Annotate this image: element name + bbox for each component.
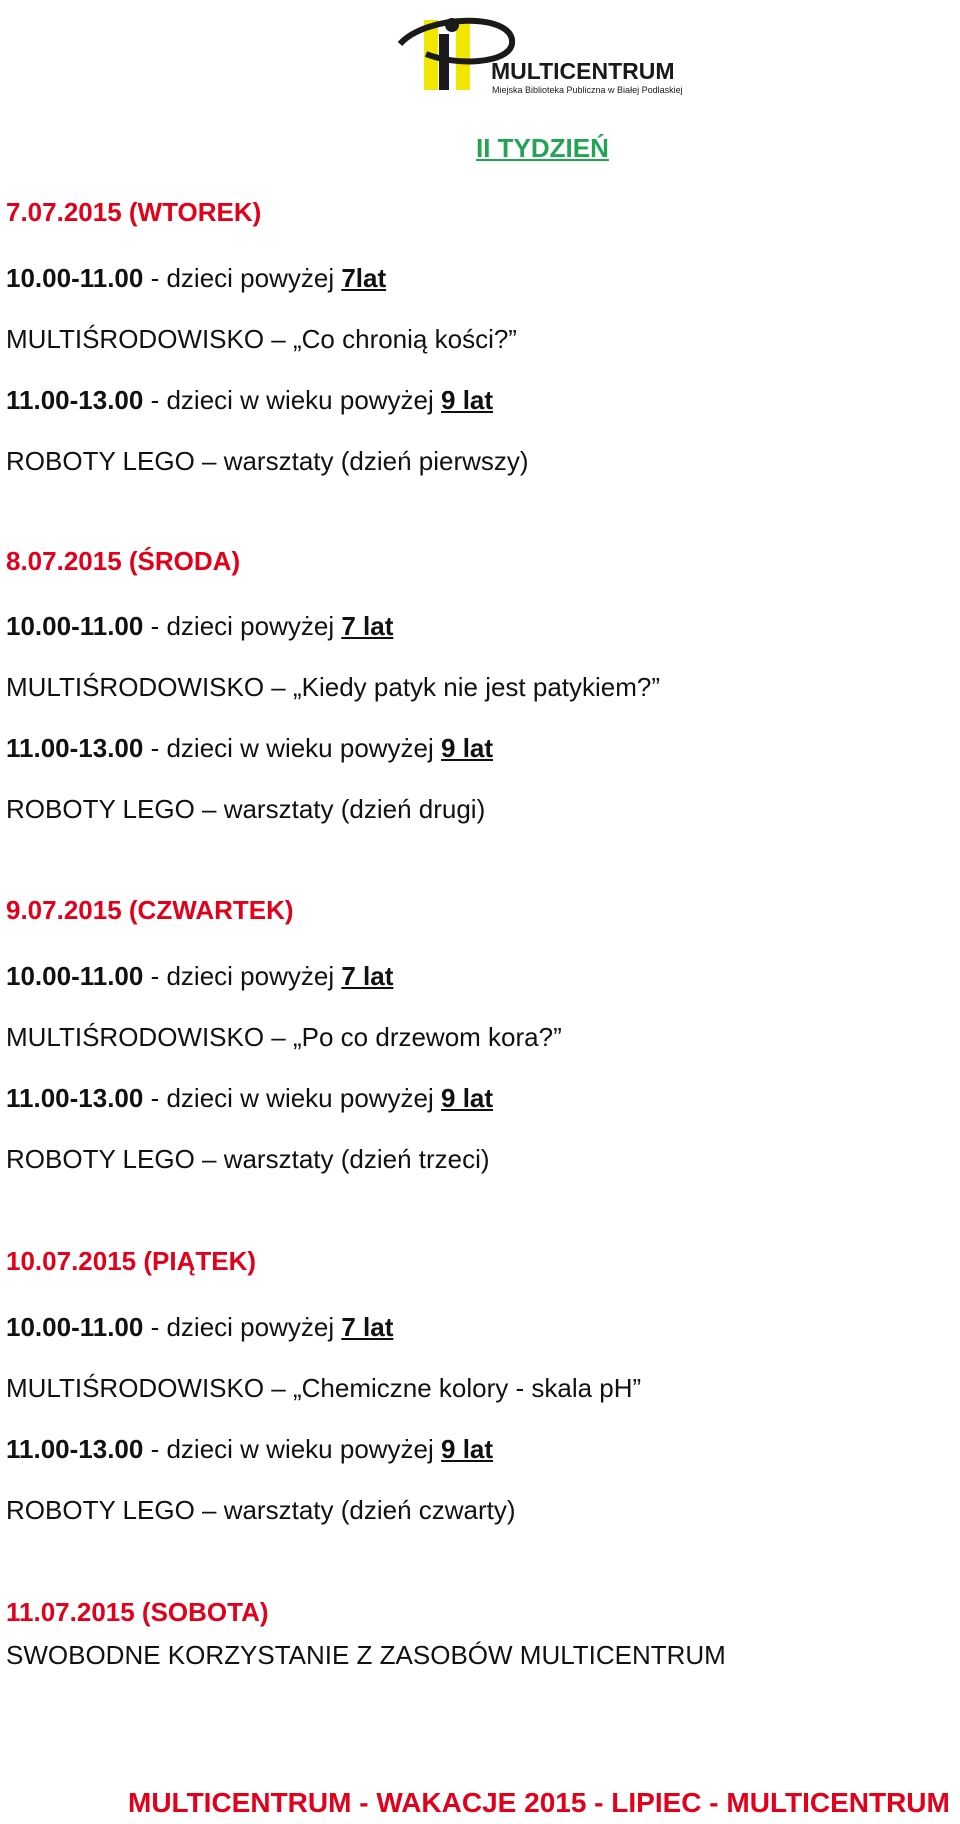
session-line	[6, 733, 493, 764]
session-title: ROBOTY LEGO – warsztaty (dzień czwarty)	[6, 1495, 516, 1525]
session-desc: - dzieci powyżej	[143, 1312, 342, 1342]
logo-subtitle: Miejska Biblioteka Publiczna w Białej Podlaskiej	[492, 85, 683, 95]
session-time: 10.00-11.00	[6, 961, 144, 991]
session-time: 11.00-13.00	[6, 385, 144, 415]
session-age: 9 lat	[441, 1434, 494, 1464]
session-line	[6, 263, 386, 294]
session-title: ROBOTY LEGO – warsztaty (dzień pierwszy)	[6, 446, 529, 476]
day-date: 9.07.2015 (CZWARTEK)	[6, 895, 294, 925]
session-age: 7 lat	[341, 961, 394, 991]
session-age: 9 lat	[441, 1083, 494, 1113]
session-desc: - dzieci powyżej	[143, 263, 342, 293]
multicentrum-logo	[396, 14, 696, 104]
session-desc: - dzieci w wieku powyżej	[143, 733, 442, 763]
session-line	[6, 1434, 493, 1465]
session-age: 7lat	[341, 263, 387, 293]
session-title: MULTIŚRODOWISKO – „Kiedy patyk nie jest patykiem?”	[6, 672, 661, 702]
session-age: 9 lat	[441, 385, 494, 415]
session-desc: - dzieci powyżej	[143, 611, 342, 641]
day-note: SWOBODNE KORZYSTANIE Z ZASOBÓW MULTICENTRUM	[6, 1640, 726, 1670]
session-time: 11.00-13.00	[6, 733, 144, 763]
session-age: 9 lat	[441, 733, 494, 763]
session-line	[6, 1083, 493, 1114]
session-time: 11.00-13.00	[6, 1434, 144, 1464]
day-date: 7.07.2015 (WTOREK)	[6, 197, 262, 227]
session-time: 10.00-11.00	[6, 611, 144, 641]
session-line	[6, 385, 493, 416]
session-time: 10.00-11.00	[6, 263, 144, 293]
session-title: ROBOTY LEGO – warsztaty (dzień drugi)	[6, 794, 486, 824]
session-desc: - dzieci w wieku powyżej	[143, 1434, 442, 1464]
session-line	[6, 961, 393, 992]
session-time: 11.00-13.00	[6, 1083, 144, 1113]
day-date: 11.07.2015 (SOBOTA)	[6, 1597, 269, 1627]
day-date: 10.07.2015 (PIĄTEK)	[6, 1246, 257, 1276]
session-desc: - dzieci powyżej	[143, 961, 342, 991]
session-title: MULTIŚRODOWISKO – „Co chronią kości?”	[6, 324, 517, 354]
session-time: 10.00-11.00	[6, 1312, 144, 1342]
session-line	[6, 1312, 393, 1343]
session-title: ROBOTY LEGO – warsztaty (dzień trzeci)	[6, 1144, 490, 1174]
session-age: 7 lat	[341, 611, 394, 641]
session-title: MULTIŚRODOWISKO – „Po co drzewom kora?”	[6, 1022, 562, 1052]
logo-wordmark: MULTICENTRUM	[491, 58, 675, 84]
session-desc: - dzieci w wieku powyżej	[143, 1083, 442, 1113]
week-title: II TYDZIEŃ	[476, 133, 609, 163]
day-date: 8.07.2015 (ŚRODA)	[6, 546, 241, 576]
session-desc: - dzieci w wieku powyżej	[143, 385, 442, 415]
session-age: 7 lat	[341, 1312, 394, 1342]
session-title: MULTIŚRODOWISKO – „Chemiczne kolory - skala pH”	[6, 1373, 642, 1403]
session-line	[6, 611, 393, 642]
page-footer: MULTICENTRUM - WAKACJE 2015 - LIPIEC - MULTICENTRUM	[128, 1787, 950, 1818]
